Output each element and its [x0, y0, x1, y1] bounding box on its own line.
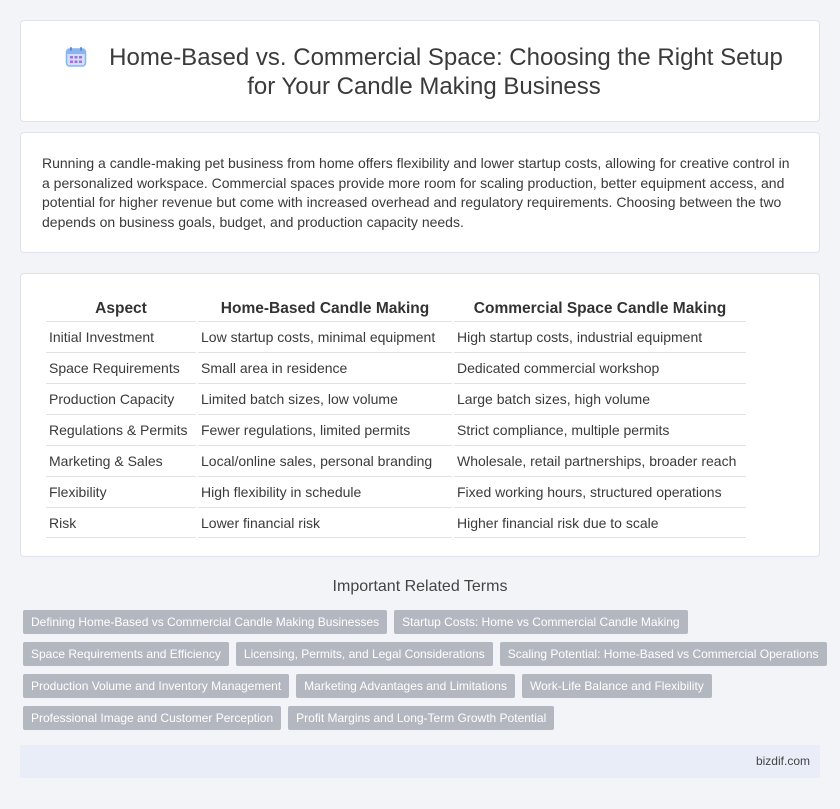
cell-commercial: Higher financial risk due to scale	[454, 507, 746, 538]
cell-commercial: High startup costs, industrial equipment	[454, 321, 746, 352]
cell-commercial: Dedicated commercial workshop	[454, 352, 746, 383]
cell-home-based: Low startup costs, minimal equipment	[198, 321, 452, 352]
comparison-card	[20, 273, 820, 557]
related-terms-heading: Important Related Terms	[332, 578, 508, 595]
related-term-tag[interactable]: Production Volume and Inventory Management	[23, 674, 289, 698]
related-terms-tags	[23, 610, 823, 738]
page-title-text: Home-Based vs. Commercial Space: Choosing the Right Setup for Your Candle Making Business	[109, 44, 783, 100]
footer-site-link[interactable]: bizdif.com	[755, 754, 810, 768]
tag-row	[23, 706, 823, 730]
related-term-tag[interactable]: Licensing, Permits, and Legal Considerations	[236, 642, 493, 666]
related-term-tag[interactable]: Professional Image and Customer Perception	[23, 706, 281, 730]
header-card	[20, 20, 820, 122]
cell-aspect: Regulations & Permits	[46, 414, 196, 445]
table-row	[46, 321, 746, 352]
cell-home-based: Lower financial risk	[198, 507, 452, 538]
tag-row	[23, 642, 823, 666]
intro-card	[20, 132, 820, 253]
intro-paragraph: Running a candle-making pet business from home offers flexibility and lower startup costs, allowing for creative control in a personalized workspace. Commercial spaces provide more room for scaling production, better equipment access, and potential for higher revenue but come with increased overhead and regulatory requirements. Choosing between the two depends on business goals, budget, and production capacity needs.	[42, 155, 790, 230]
column-header-aspect: Aspect	[95, 299, 147, 317]
table-row	[46, 507, 746, 538]
cell-home-based: Small area in residence	[198, 352, 452, 383]
cell-commercial: Strict compliance, multiple permits	[454, 414, 746, 445]
cell-home-based: Fewer regulations, limited permits	[198, 414, 452, 445]
table-header-row	[46, 297, 746, 321]
cell-aspect: Flexibility	[46, 476, 196, 507]
related-term-tag[interactable]: Space Requirements and Efficiency	[23, 642, 229, 666]
related-term-tag[interactable]: Defining Home-Based vs Commercial Candle Making Businesses	[23, 610, 387, 634]
table-row	[46, 476, 746, 507]
header	[49, 43, 799, 101]
column-header-commercial: Commercial Space Candle Making	[473, 299, 727, 317]
table-row	[46, 445, 746, 476]
page-title	[49, 43, 799, 101]
table-body	[46, 321, 746, 538]
table-row	[46, 383, 746, 414]
cell-aspect: Initial Investment	[46, 321, 196, 352]
cell-aspect: Space Requirements	[46, 352, 196, 383]
calendar-icon	[65, 46, 87, 68]
related-term-tag[interactable]: Work-Life Balance and Flexibility	[522, 674, 712, 698]
cell-commercial: Wholesale, retail partnerships, broader reach	[454, 445, 746, 476]
tag-row	[23, 674, 823, 698]
cell-commercial: Large batch sizes, high volume	[454, 383, 746, 414]
table-row	[46, 352, 746, 383]
cell-home-based: Local/online sales, personal branding	[198, 445, 452, 476]
cell-aspect: Production Capacity	[46, 383, 196, 414]
cell-home-based: High flexibility in schedule	[198, 476, 452, 507]
related-term-tag[interactable]: Marketing Advantages and Limitations	[296, 674, 515, 698]
related-term-tag[interactable]: Startup Costs: Home vs Commercial Candle Making	[394, 610, 687, 634]
related-term-tag[interactable]: Profit Margins and Long-Term Growth Potential	[288, 706, 554, 730]
cell-home-based: Limited batch sizes, low volume	[198, 383, 452, 414]
tag-row	[23, 610, 823, 634]
table-row	[46, 414, 746, 445]
comparison-table	[44, 297, 748, 538]
cell-aspect: Marketing & Sales	[46, 445, 196, 476]
cell-aspect: Risk	[46, 507, 196, 538]
column-header-home: Home-Based Candle Making	[220, 299, 430, 317]
footer	[20, 745, 820, 778]
related-term-tag[interactable]: Scaling Potential: Home-Based vs Commercial Operations	[500, 642, 827, 666]
cell-commercial: Fixed working hours, structured operations	[454, 476, 746, 507]
